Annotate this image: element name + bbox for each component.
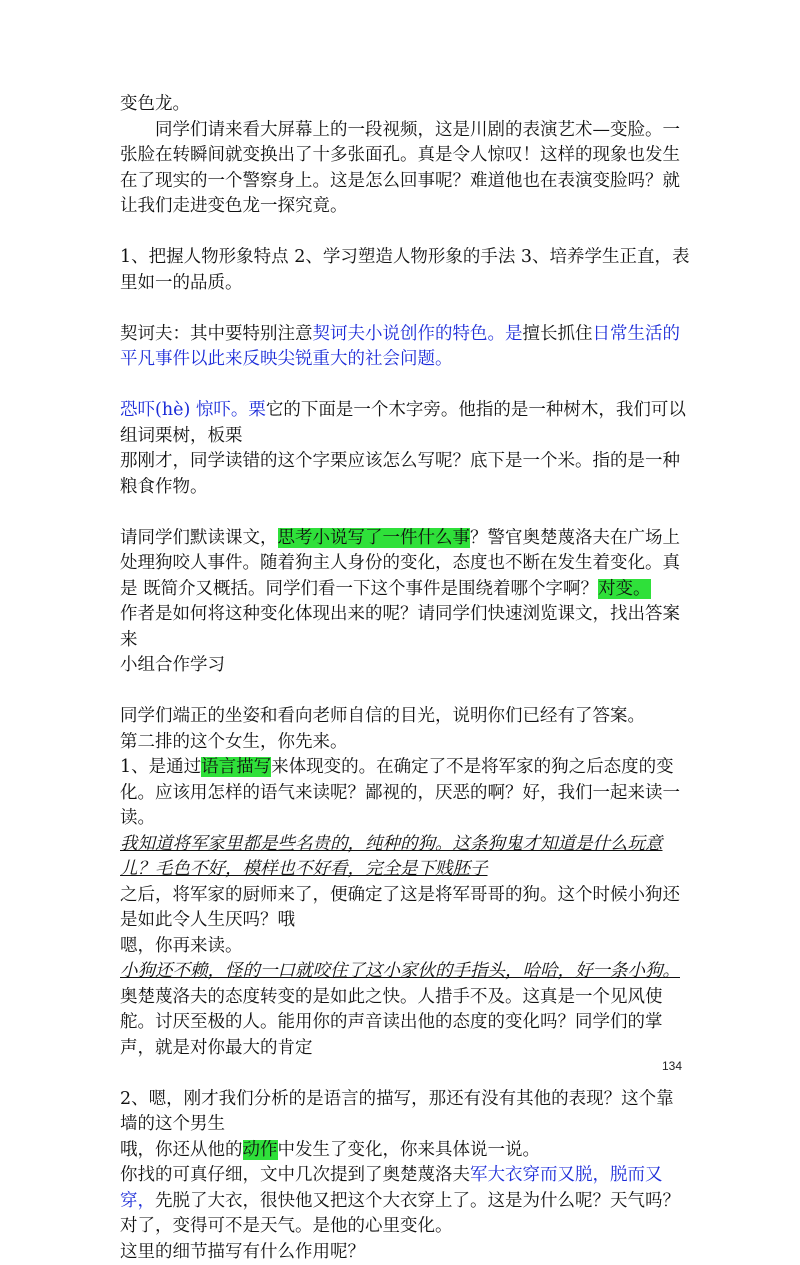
text-run: 请同学们默读课文， xyxy=(120,528,278,548)
paragraph: 那刚才，同学读错的这个字栗应该怎么写呢？底下是一个米。指的是一种粮食作物。 xyxy=(120,449,690,500)
paragraph: 这里的细节描写有什么作用呢？ xyxy=(120,1240,690,1265)
quoted-text: 我知道将军家里都是些名贵的，纯种的狗。这条狗鬼才知道是什么玩意儿？毛色不好，模样也不好看，完全是下贱胚子 xyxy=(120,832,690,883)
blue-text: 军大衣穿而又脱，脱而又穿， xyxy=(120,1165,663,1211)
page-number: 134 xyxy=(662,1054,682,1080)
paragraph: 变色龙。 xyxy=(120,92,690,118)
paragraph: 2、嗯，刚才我们分析的是语言的描写，那还有没有其他的表现？这个靠墙的这个男生 xyxy=(120,1087,690,1138)
text-run: 1、是通过 xyxy=(120,757,201,777)
paragraph xyxy=(120,1163,690,1240)
highlighted-text: 语言描写 xyxy=(201,757,271,777)
text-run: 契诃夫：其中要特别注意 xyxy=(120,324,313,344)
paragraph: 同学们端正的坐姿和看向老师自信的目光，说明你们已经有了答案。 xyxy=(120,704,690,730)
quoted-text: 小狗还不赖，怪的一口就咬住了这小家伙的手指头，哈哈，好一条小狗。 xyxy=(120,959,690,985)
blank-line xyxy=(120,1061,690,1087)
text-run: ？警官奥楚蔑洛夫在广场上处理狗咬人事件。随着狗主人身份的变化，态度也不断在发生着变化。真是 既简介又概括。同学们看一下这个事件是围绕着哪个字啊？ xyxy=(120,528,680,599)
paragraph xyxy=(120,398,690,449)
text-run: 擅长抓住 xyxy=(523,324,593,344)
paragraph: 之后，将军家的厨师来了，便确定了这是将军哥哥的狗。这个时候小狗还是如此令人生厌吗？哦 xyxy=(120,883,690,934)
blank-line xyxy=(120,373,690,399)
text-run: 先脱了大衣，很快他又把这个大衣穿上了。这是为什么呢？天气吗？对了，变得可不是天气。是他的心里变化。 xyxy=(120,1191,680,1237)
blue-text: 恐吓(hè) 惊吓。栗 xyxy=(120,400,266,420)
blank-line xyxy=(120,220,690,246)
paragraph: 小组合作学习 xyxy=(120,653,690,679)
text-run: 哦，你还从他的 xyxy=(120,1140,243,1160)
paragraph xyxy=(120,755,690,832)
text-run: 你找的可真仔细，文中几次提到了奥楚蔑洛夫 xyxy=(120,1165,470,1185)
blank-line xyxy=(120,679,690,705)
objectives-paragraph: 1、把握人物形象特点 2、学习塑造人物形象的手法 3、培养学生正直，表里如一的品质。 xyxy=(120,245,690,296)
paragraph xyxy=(120,1138,690,1164)
text-run: 中发生了变化，你来具体说一说。 xyxy=(278,1140,541,1160)
paragraph: 奥楚蔑洛夫的态度转变的是如此之快。人措手不及。这真是一个见风使舵。讨厌至极的人。能用你的声音读出他的态度的变化吗？同学们的掌声，就是对你最大的肯定 xyxy=(120,985,690,1062)
highlighted-text: 动作 xyxy=(243,1140,278,1160)
paragraph xyxy=(120,322,690,373)
blank-line xyxy=(120,500,690,526)
blue-text: 日常生活的平凡事件以此来反映尖锐重大的社会问题。 xyxy=(120,324,680,370)
paragraph: 同学们请来看大屏幕上的一段视频，这是川剧的表演艺术—变脸。一张脸在转瞬间就变换出了十多张面孔。真是令人惊叹！这样的现象也发生在了现实的一个警察身上。这是怎么回事呢？难道他也在表演变脸吗？就让我们走进变色龙一探究竟。 xyxy=(120,118,690,220)
paragraph: 第二排的这个女生，你先来。 xyxy=(120,730,690,756)
blank-line xyxy=(120,296,690,322)
paragraph: 嗯，你再来读。 xyxy=(120,934,690,960)
paragraph: 作者是如何将这种变化体现出来的呢？请同学们快速浏览课文，找出答案来 xyxy=(120,602,690,653)
paragraph xyxy=(120,526,690,603)
blue-text: 契诃夫小说创作的特色。是 xyxy=(313,324,523,344)
text-run: 它的下面是一个木字旁。他指的是一种树木，我们可以组词栗树，板栗 xyxy=(120,400,686,446)
highlighted-text: 思考小说写了一件什么事 xyxy=(278,528,471,548)
highlighted-text: 对变。 xyxy=(598,579,651,599)
text-run: 来体现变的。在确定了不是将军家的狗之后态度的变化。应该用怎样的语气来读呢？鄙视的，厌恶的啊？好，我们一起来读一读。 xyxy=(120,757,680,828)
